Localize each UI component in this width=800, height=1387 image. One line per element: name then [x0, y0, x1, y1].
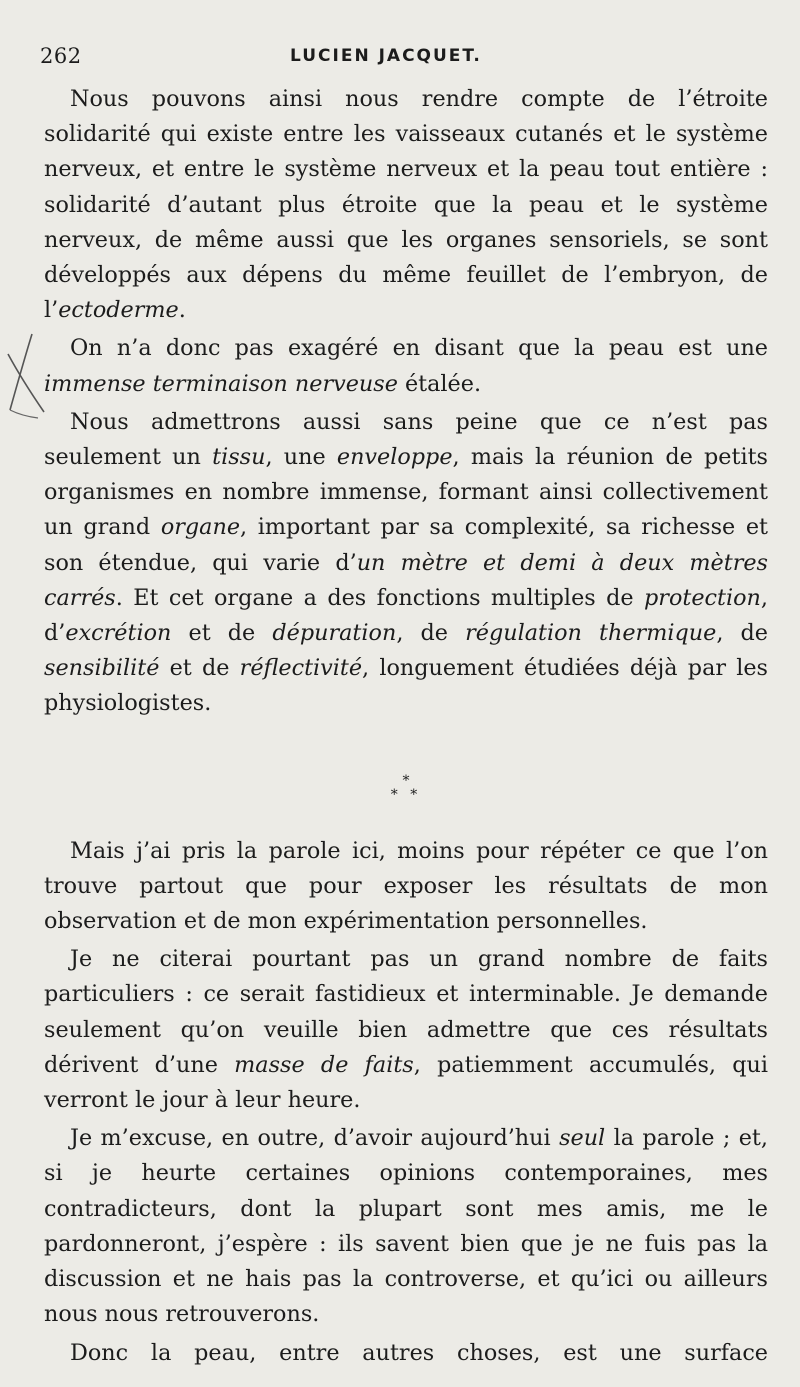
italic-text: immense terminaison nerveuse [44, 370, 398, 397]
italic-text: organe [160, 514, 241, 541]
text-segment: Nous admettrons aussi sans peine que ce n’est pas seulement un [44, 408, 768, 471]
handwritten-x-mark [2, 330, 50, 420]
text-segment: Mais j’ai pris la parole ici, moins pour répéter ce que l’on trouve partout que pour exposer les résultats de mon observation et de mon expérimentation personnelles. [44, 837, 768, 935]
paragraph [44, 82, 768, 328]
text-segment: . Et cet organe a des fonctions multiples de [115, 584, 645, 611]
paragraph [44, 1121, 768, 1332]
text-segment: Nous pouvons ainsi nous rendre compte de l’étroite solidarité qui existe entre les vaisseaux cutanés et le système nerveux, et entre le système nerveux et la peau tout entière : solidarité d’autant plus étroite que la peau et le système nerveux, de même aussi que les organes sensoriels, se sont développés aux dépens du même feuillet de l’embryon, de l’ [44, 86, 768, 324]
paragraph [44, 942, 768, 1118]
section-break [44, 722, 768, 834]
italic-text: protection [644, 584, 761, 611]
paragraph [44, 331, 768, 401]
running-head: LUCIEN JACQUET. [290, 46, 482, 66]
italic-text: excrétion [65, 620, 172, 647]
italic-text: tissu [212, 444, 266, 471]
text-segment: , une [265, 444, 337, 471]
text-segment: , mais la réunion de petits organismes en nombre immense, formant ainsi collectivement un grand [44, 444, 768, 541]
text-segment: Je m’excuse, en outre, d’avoir aujourd’hui [70, 1125, 560, 1152]
text-segment: , patiemment accumulés, qui verront le jour à leur heure. [44, 1051, 768, 1114]
text-segment: , longuement étudiées déjà par les physiologistes. [44, 655, 768, 717]
paragraph [44, 405, 768, 722]
italic-text: un mètre et demi à deux mètres carrés [44, 549, 768, 611]
section-break-star-top: * [402, 772, 410, 789]
paragraph [44, 834, 768, 940]
text-segment: étalée. [397, 370, 482, 397]
italic-text: régulation thermique [465, 620, 717, 647]
italic-text: sensibilité [44, 655, 160, 682]
italic-text: dépuration [272, 620, 397, 647]
text-segment: , de [396, 620, 466, 647]
text-segment: , important par sa complexité, sa richesse et son étendue, qui varie d’ [44, 514, 768, 576]
text-segment: et de [159, 655, 240, 682]
text-segment: Donc la peau, entre autres choses, est une surface [70, 1339, 768, 1366]
text-segment: et de [171, 620, 273, 647]
italic-text: enveloppe [336, 444, 453, 471]
text-segment: la parole ; et, si je heurte certaines opinions contemporaines, mes contradicteurs, dont la plupart sont mes amis, me le pardonneront, j’espère : ils savent bien que je ne fuis pas la discussion et ne hais pas la controverse, et qu’ici ou ailleurs nous nous retrouverons. [44, 1125, 768, 1328]
text-segment: On n’a donc pas exagéré en disant que la peau est une [70, 335, 768, 362]
body-text [44, 82, 768, 1371]
italic-text: ectoderme [58, 297, 179, 324]
text-segment: . [178, 297, 186, 324]
page-header [40, 44, 770, 74]
text-segment: , d’ [44, 584, 768, 647]
section-break-stars [44, 774, 768, 802]
text-segment: , de [716, 620, 768, 647]
paragraph [44, 1336, 768, 1371]
italic-text: masse de faits [234, 1051, 414, 1078]
text-segment: Je ne citerai pourtant pas un grand nombre de faits particuliers : ce serait fastidieux et interminable. Je demande seulement qu’on veuille bien admettre que ces résultats dérivent d’une [44, 946, 768, 1078]
italic-text: réflectivité [239, 655, 363, 682]
italic-text: seul [559, 1125, 606, 1152]
page-number: 262 [40, 44, 82, 68]
section-break-star-bottom: * * [390, 786, 422, 803]
